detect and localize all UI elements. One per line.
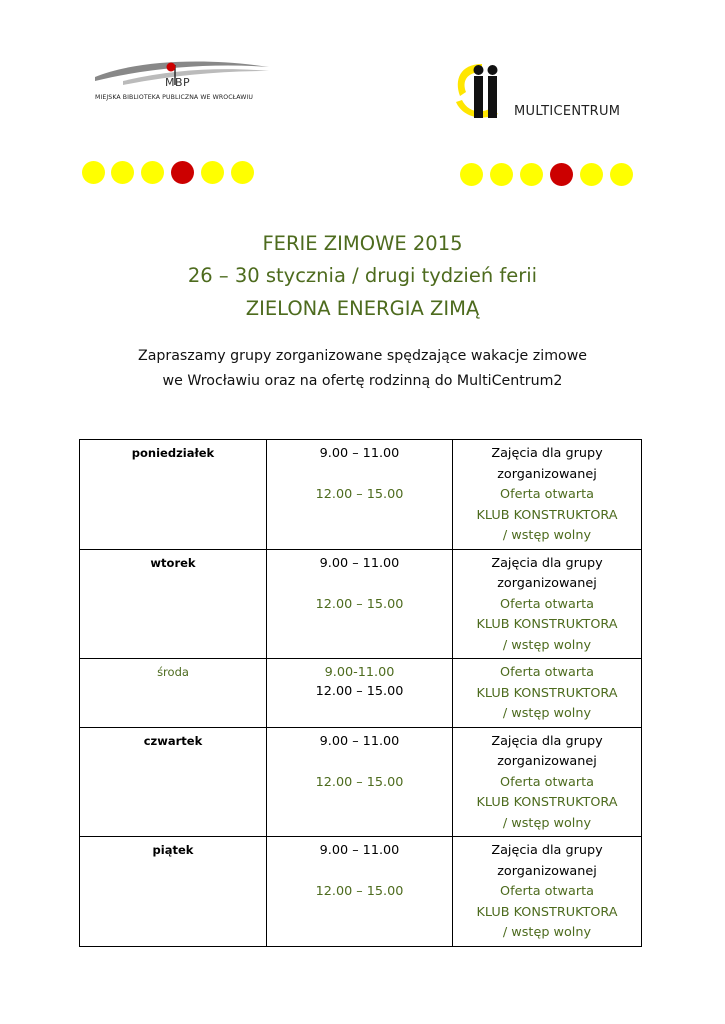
activity-entry: / wstęp wolny: [502, 637, 592, 653]
mbp-logo-name: MBP: [165, 76, 191, 89]
activity-club: KLUB KONSTRUKTORA: [476, 904, 618, 920]
activity-cell: [453, 549, 642, 659]
activity-desc: Zajęcia dla grupy: [491, 446, 603, 461]
mbp-logo: [93, 55, 271, 115]
dots-right: [460, 163, 640, 188]
schedule-table: [79, 439, 642, 947]
table-row: [80, 727, 642, 837]
activity-desc: Zajęcia dla grupy: [491, 733, 603, 749]
dot-yellow: [231, 161, 254, 184]
activity-desc: Zajęcia dla grupy: [491, 843, 603, 858]
dot-yellow: [460, 163, 483, 186]
activity-offer: Oferta otwarta: [500, 596, 594, 612]
dot-yellow: [520, 163, 543, 186]
activity-club: KLUB KONSTRUKTORA: [476, 617, 618, 632]
time-afternoon: 12.00 – 15.00: [315, 487, 404, 502]
dot-yellow: [490, 163, 513, 186]
time-cell: [267, 837, 453, 947]
dot-yellow: [111, 161, 134, 184]
activity-cell: [453, 837, 642, 947]
time-cell: [267, 549, 453, 659]
dot-yellow: [201, 161, 224, 184]
activity-entry: / wstęp wolny: [502, 706, 592, 721]
activity-entry: / wstęp wolny: [502, 925, 592, 940]
multicentrum-emblem-icon: [452, 62, 512, 122]
dots-left: [82, 161, 262, 186]
multicentrum-logo: [452, 62, 642, 124]
time-afternoon: 12.00 – 15.00: [315, 774, 404, 790]
activity-desc: zorganizowanej: [497, 576, 597, 591]
time-afternoon: 12.00 – 15.00: [315, 596, 404, 612]
dot-red: [550, 163, 573, 186]
activity-club: KLUB KONSTRUKTORA: [476, 685, 618, 701]
mbp-logo-subtitle: MIEJSKA BIBLIOTEKA PUBLICZNA WE WROCŁAWIU: [95, 94, 253, 101]
time-afternoon: 12.00 – 15.00: [315, 884, 404, 899]
activity-club: KLUB KONSTRUKTORA: [476, 795, 618, 810]
intro-line-1: Zapraszamy grupy zorganizowane spędzające wakacje zimowe: [137, 348, 588, 364]
time-morning: 9.00-11.00: [324, 665, 395, 680]
heading-dates: 26 – 30 stycznia / drugi tydzień ferii: [187, 264, 538, 287]
day-cell: wtorek: [80, 549, 267, 659]
activity-club: KLUB KONSTRUKTORA: [476, 507, 618, 523]
activity-desc: zorganizowanej: [497, 863, 597, 879]
heading-title: FERIE ZIMOWE 2015: [262, 232, 463, 255]
time-cell: [267, 727, 453, 837]
activity-offer: Oferta otwarta: [500, 884, 594, 899]
time-morning: 9.00 – 11.00: [319, 446, 400, 461]
table-row: [80, 440, 642, 550]
dot-yellow: [141, 161, 164, 184]
activity-cell: [453, 440, 642, 550]
table-row: [80, 837, 642, 947]
dot-yellow: [82, 161, 105, 184]
time-afternoon: 12.00 – 15.00: [315, 684, 404, 699]
activity-offer: Oferta otwarta: [500, 665, 594, 680]
time-morning: 9.00 – 11.00: [319, 843, 400, 858]
time-cell: [267, 440, 453, 550]
activity-desc: Zajęcia dla grupy: [491, 555, 603, 571]
day-cell: czwartek: [80, 727, 267, 837]
activity-entry: / wstęp wolny: [502, 528, 592, 543]
activity-desc: zorganizowanej: [497, 754, 597, 769]
activity-entry: / wstęp wolny: [502, 815, 592, 831]
activity-cell: [453, 659, 642, 728]
day-cell: środa: [80, 659, 267, 728]
day-cell: piątek: [80, 837, 267, 947]
dot-yellow: [580, 163, 603, 186]
time-morning: 9.00 – 11.00: [319, 555, 400, 571]
time-cell: [267, 659, 453, 728]
heading-theme: ZIELONA ENERGIA ZIMĄ: [245, 297, 480, 320]
intro-line-2: we Wrocławiu oraz na ofertę rodzinną do MultiCentrum2: [162, 373, 563, 389]
day-cell: poniedziałek: [80, 440, 267, 550]
activity-cell: [453, 727, 642, 837]
activity-offer: Oferta otwarta: [500, 774, 594, 790]
time-morning: 9.00 – 11.00: [319, 733, 400, 749]
table-row: [80, 659, 642, 728]
dot-yellow: [610, 163, 633, 186]
activity-desc: zorganizowanej: [497, 466, 597, 482]
multicentrum-logo-name: MULTICENTRUM: [514, 104, 621, 119]
activity-offer: Oferta otwarta: [500, 487, 594, 502]
table-row: [80, 549, 642, 659]
dot-red: [171, 161, 194, 184]
